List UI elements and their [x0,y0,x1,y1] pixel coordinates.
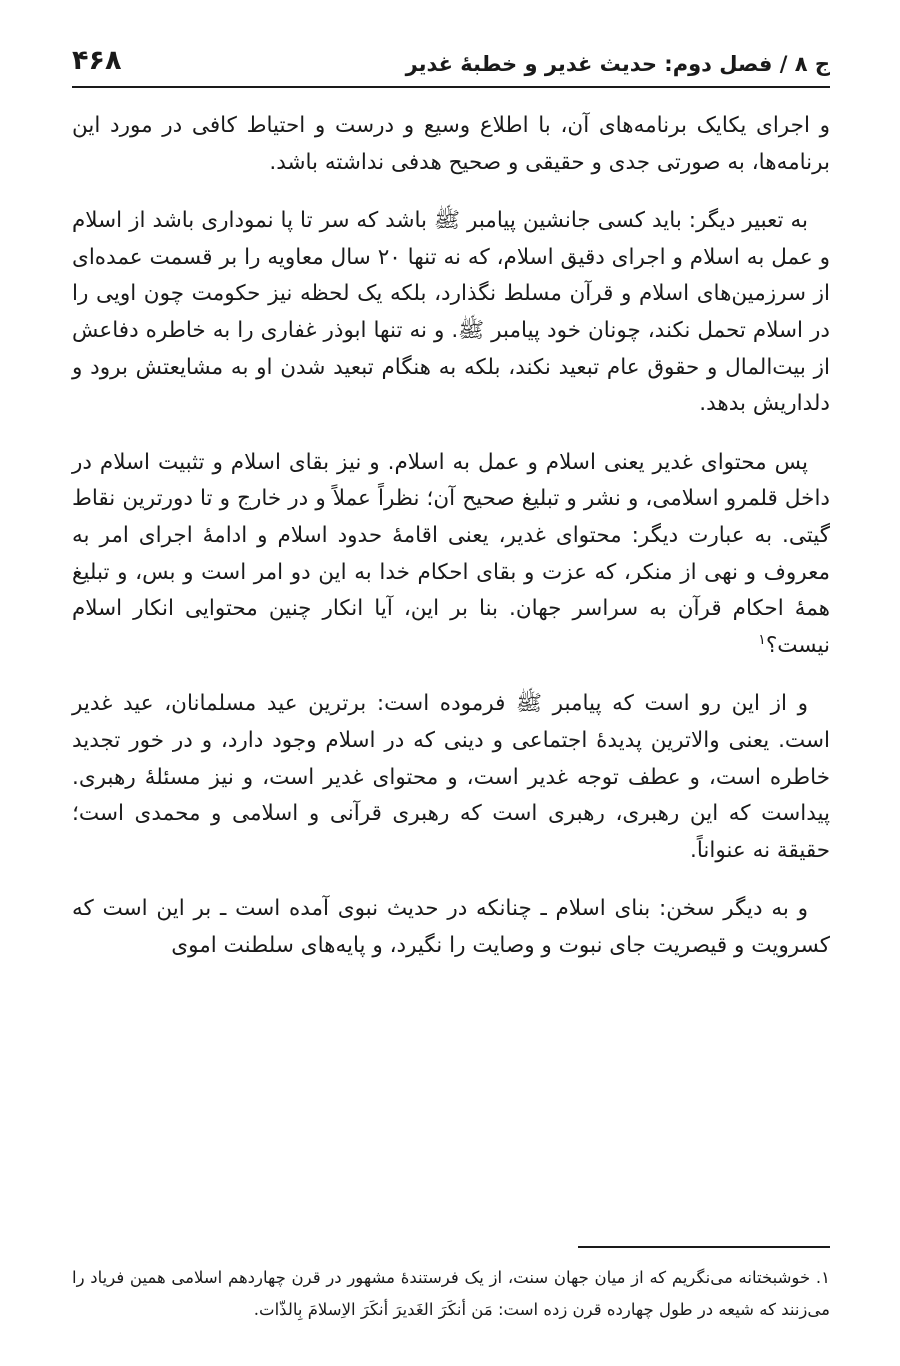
footnote-text: ۱. خوشبختانه می‌نگریم که از میان جهان سنت، از یک فرستندهٔ مشهور در قرن چهاردهم اسلامی همین فریاد را می‌زنند که شیعه در طول چهارده قرن زده است: [72,1268,830,1319]
running-header [72,36,830,76]
body-text [72,108,830,986]
footnote-quote: مَن أنکَرَ الغَدیرَ أنکَرَ الاِسلامَ بِالذّات. [253,1300,493,1319]
page-number: ۴۶۸ [72,45,122,76]
paragraph: و اجرای یکایک برنامه‌های آن، با اطلاع وسیع و درست و احتیاط کافی در مورد این برنامه‌ها، به صورتی جدی و حقیقی و صحیح هدفی نداشته باشد. [72,113,830,175]
paragraph: پس محتوای غدیر یعنی اسلام و عمل به اسلام. و نیز بقای اسلام و تثبیت اسلام در داخل قلمرو اسلامی، و نشر و تبلیغ صحیح آن؛ نظراً عملاً و در خارج و تا دورترین نقاط گیتی. به عبارت دیگر: محتوای غدیر، یعنی اقامهٔ حدود اسلام و ادامهٔ اجرای امر به معروف و نهی از منکر، که عزت و بقای احکام خدا به این دو امر است و بس، و تبلیغ همهٔ احکام قرآن به سراسر جهان. بنا بر این، آیا انکار چنین محتوایی انکار اسلام نیست؟$^۱$ [72,449,830,658]
footnote-rule [578,1246,830,1248]
header-rule [72,86,830,88]
footnote-reference: ۱ [758,631,766,648]
paragraph: و از این رو است که پیامبر ﷺ فرموده است: برترین عید مسلمانان، عید غدیر است. یعنی والاترین پدیدهٔ اجتماعی و دینی که در اسلام وجود دارد، و در خور تجدید خاطره است، و عطف توجه غدیر است، و محتوای غدیر است، و نیز مسئلهٔ رهبری. پیداست که این رهبری، رهبری است که رهبری قرآنی و اسلامی و محمدی است؛ حقیقة نه عنواناً. [72,691,830,863]
chapter-title: ج ۸ / فصل دوم: حدیث غدیر و خطبهٔ غدیر [405,52,830,76]
paragraph: به تعبیر دیگر: باید کسی جانشین پیامبر ﷺ باشد که سر تا پا نموداری باشد از اسلام و عمل به اسلام و اجرای دقیق اسلام، که نه تنها ۲۰ سال معاویه را بر قسمت عمده‌ای از سرزمین‌های اسلام و قرآن مسلط نگذارد، بلکه یک لحظه نیز حکومت چون اویی را در اسلام تحمل نکند، چونان خود پیامبر ﷺ. و نه تنها ابوذر غفاری را به خاطره دفاعش از بیت‌المال و حقوق عام تبعید نکند، بلکه به هنگام تبعید شدن او به مشایعتش برود و دلداریش بدهد. [72,208,831,417]
book-page [72,0,830,1366]
paragraph: و به دیگر سخن: بنای اسلام ـ چنانکه در حدیث نبوی آمده است ـ بر این است که کسرویت و قیصریت جای نبوت و وصایت را نگیرد، و پایه‌های سلطنت اموی [72,896,830,958]
footnote [72,1262,830,1326]
